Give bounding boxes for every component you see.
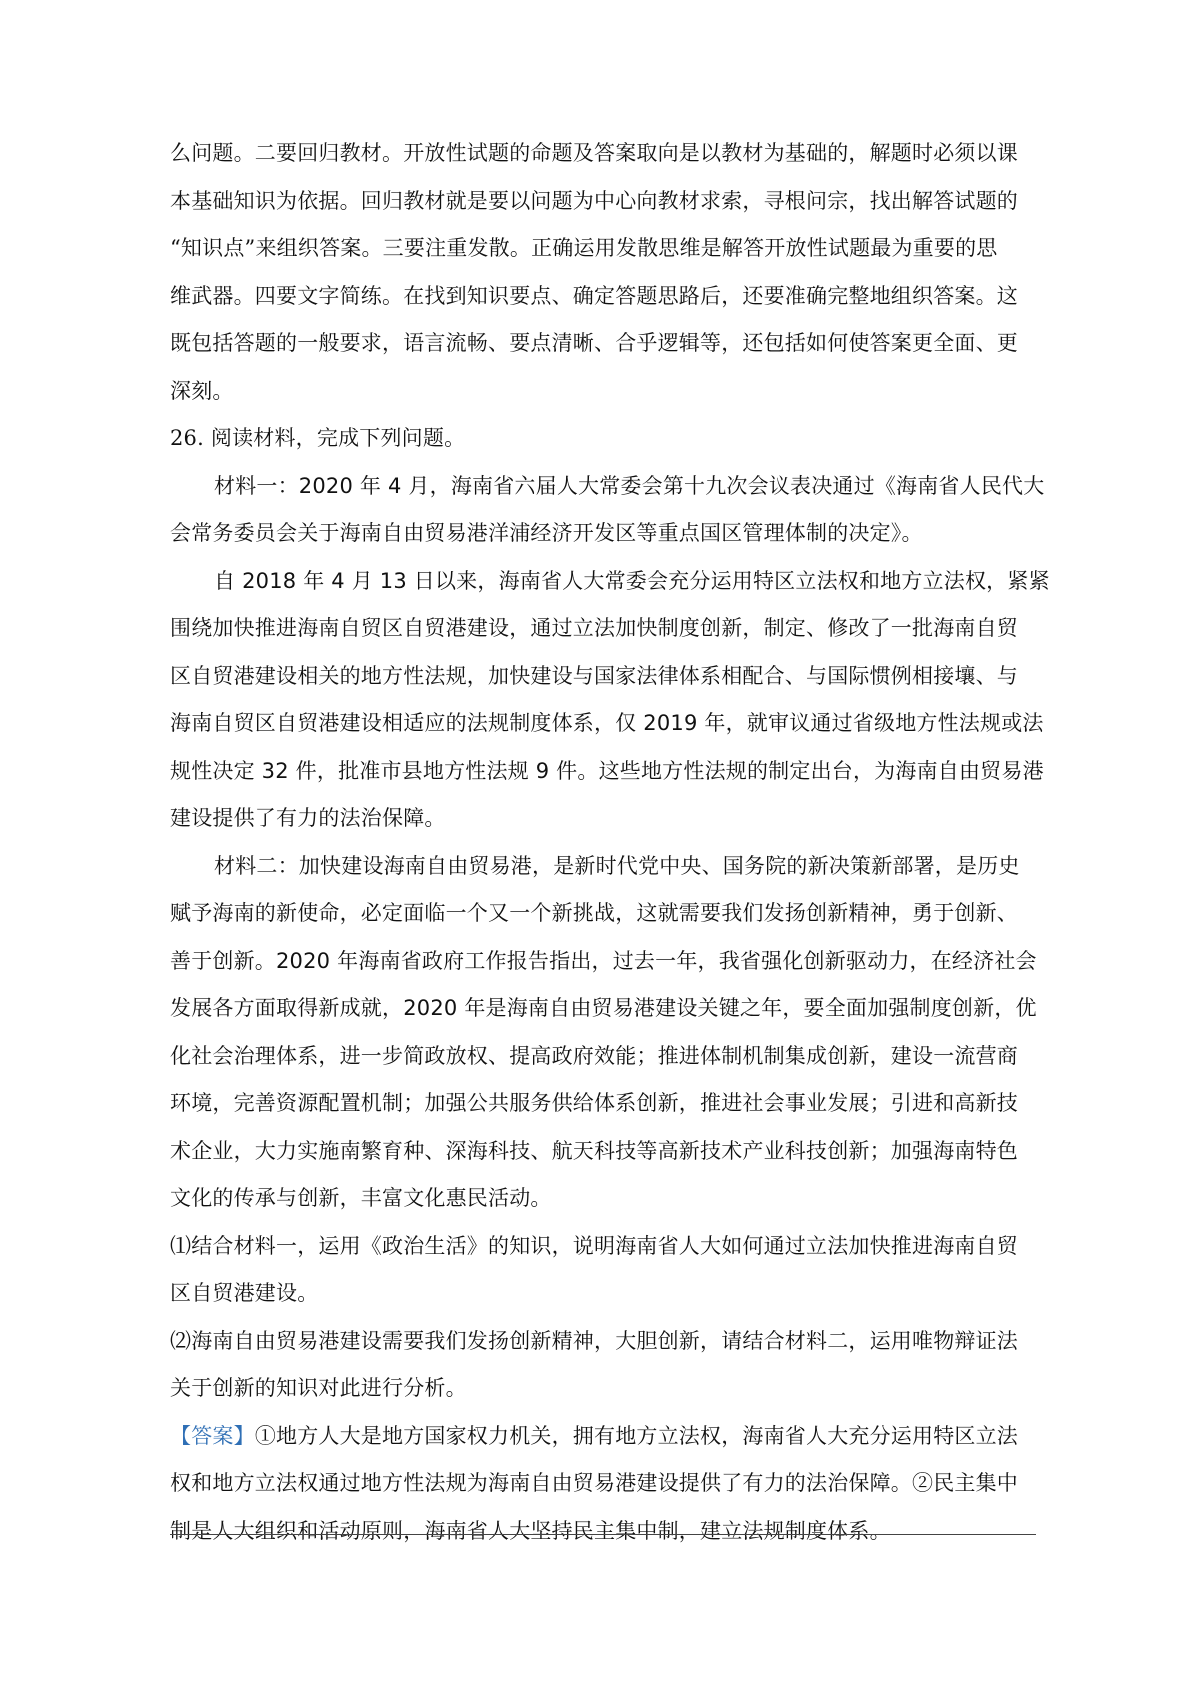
material-line: 规性决定 32 件，批准市县地方性法规 9 件。这些地方性法规的制定出台，为海南自由贸易港 <box>170 758 1044 783</box>
sub-question-line: ⑴结合材料一，运用《政治生活》的知识，说明海南省人大如何通过立法加快推进海南自贸 <box>170 1233 1018 1258</box>
material-line: 发展各方面取得新成就，2020 年是海南自由贸易港建设关键之年，要全面加强制度创新，优 <box>170 996 1037 1020</box>
sub-question-line: 区自贸港建设。 <box>170 1281 319 1305</box>
intro-line: 本基础知识为依据。回归教材就是要以问题为中心向教材求索，寻根问宗，找出解答试题的 <box>170 188 1018 213</box>
intro-line: 维武器。四要文字简练。在找到知识要点、确定答题思路后，还要准确完整地组织答案。这 <box>170 283 1018 308</box>
intro-line: 么问题。二要回归教材。开放性试题的命题及答案取向是以教材为基础的，解题时必须以课 <box>170 141 1018 165</box>
material-line: 材料二：加快建设海南自由贸易港，是新时代党中央、国务院的新决策新部署，是历史 <box>214 853 1020 878</box>
intro-line: 深刻。 <box>170 378 234 403</box>
answer-line: 权和地方立法权通过地方性法规为海南自由贸易港建设提供了有力的法治保障。②民主集中 <box>170 1471 1018 1495</box>
material-line: 区自贸港建设相关的地方性法规，加快建设与国家法律体系相配合、与国际惯例相接壤、与 <box>170 663 1018 688</box>
sub-question-line: ⑵海南自由贸易港建设需要我们发扬创新精神，大胆创新，请结合材料二，运用唯物辩证法 <box>170 1328 1018 1353</box>
material-line: 建设提供了有力的法治保障。 <box>170 806 446 830</box>
answer-line: 制是人大组织和活动原则，海南省人大坚持民主集中制，建立法规制度体系。 <box>170 1518 891 1543</box>
question-stem: 26. 阅读材料，完成下列问题。 <box>170 426 466 450</box>
material-one <box>170 463 1050 843</box>
material-line: 围绕加快推进海南自贸区自贸港建设，通过立法加快制度创新，制定、修改了一批海南自贸 <box>170 616 1018 640</box>
material-line: 会常务委员会关于海南自由贸易港洋浦经济开发区等重点国区管理体制的决定》。 <box>170 521 923 545</box>
sub-question-line: 关于创新的知识对此进行分析。 <box>170 1376 467 1400</box>
material-line: 化社会治理体系，进一步简政放权、提高政府效能；推进体制机制集成创新，建设一流营商 <box>170 1043 1018 1068</box>
sub-question-2 <box>170 1318 1036 1413</box>
intro-line: “知识点”来组织答案。三要注重发散。正确运用发散思维是解答开放性试题最为重要的思 <box>170 236 998 260</box>
material-line: 文化的传承与创新，丰富文化惠民活动。 <box>170 1186 552 1210</box>
material-two <box>170 843 1036 1223</box>
material-line: 自 2018 年 4 月 13 日以来，海南省人大常委会充分运用特区立法权和地方立法权，紧紧 <box>214 568 1050 593</box>
material-line: 善于创新。2020 年海南省政府工作报告指出，过去一年，我省强化创新驱动力，在经济社会 <box>170 948 1037 973</box>
material-line: 赋予海南的新使命，必定面临一个又一个新挑战，这就需要我们发扬创新精神，勇于创新、 <box>170 901 1018 925</box>
answer-tag: 【答案】 <box>170 1423 255 1448</box>
bottom-divider <box>170 1534 1036 1535</box>
material-line: 术企业，大力实施南繁育种、深海科技、航天科技等高新技术产业科技创新；加强海南特色 <box>170 1138 1018 1163</box>
intro-paragraph <box>170 130 1036 415</box>
intro-line: 既包括答题的一般要求，语言流畅、要点清晰、合乎逻辑等，还包括如何使答案更全面、更 <box>170 331 1018 355</box>
document-page <box>170 130 1050 1555</box>
material-line: 环境，完善资源配置机制；加强公共服务供给体系创新，推进社会事业发展；引进和高新技 <box>170 1091 1018 1115</box>
material-line: 材料一：2020 年 4 月，海南省六届人大常委会第十九次会议表决通过《海南省人民代大 <box>214 473 1045 498</box>
material-line: 海南自贸区自贸港建设相适应的法规制度体系，仅 2019 年，就审议通过省级地方性法规或法 <box>170 711 1044 735</box>
answer-line <box>170 1413 1036 1461</box>
answer-text: ①地方人大是地方国家权力机关，拥有地方立法权，海南省人大充分运用特区立法 <box>254 1423 1019 1448</box>
sub-question-1 <box>170 1223 1036 1318</box>
